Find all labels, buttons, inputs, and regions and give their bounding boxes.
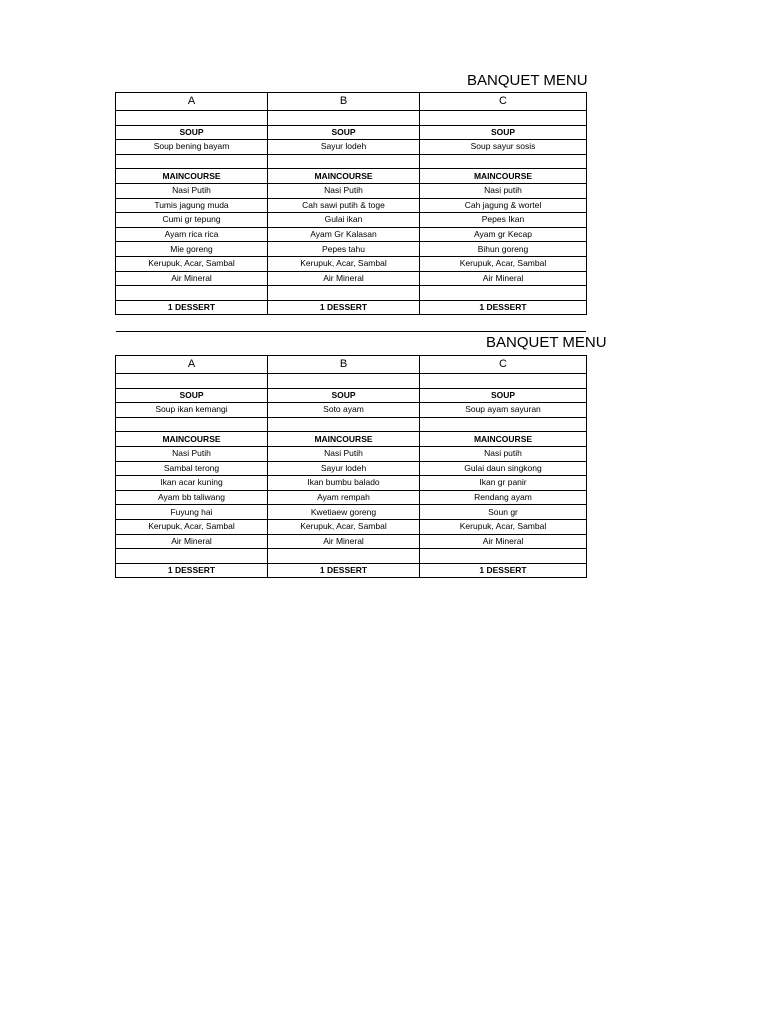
section-label: SOUP: [116, 388, 268, 403]
table-cell: Ikan bumbu balado: [268, 476, 420, 491]
blank-row: [116, 374, 587, 389]
blank-row: [116, 111, 587, 126]
table-row: [116, 446, 587, 461]
table-row: [116, 140, 587, 155]
table-cell: [268, 154, 420, 169]
table-row: [116, 403, 587, 418]
table-cell: Ayam rica rica: [116, 227, 268, 242]
table-cell: [420, 286, 587, 301]
table-cell: Kerupuk, Acar, Sambal: [116, 519, 268, 534]
table-cell: Pepes tahu: [268, 242, 420, 257]
table-row: [116, 198, 587, 213]
table-cell: Cah sawi putih & toge: [268, 198, 420, 213]
table-cell: Ayam gr Kecap: [420, 227, 587, 242]
table-cell: [268, 374, 420, 389]
dessert-row: [116, 300, 587, 315]
column-header: C: [420, 356, 587, 374]
table-cell: Gulai ikan: [268, 213, 420, 228]
table-cell: [116, 154, 268, 169]
section-label: SOUP: [116, 125, 268, 140]
table-cell: Kerupuk, Acar, Sambal: [420, 519, 587, 534]
table-cell: [420, 417, 587, 432]
table-row: [116, 461, 587, 476]
table-cell: Soto ayam: [268, 403, 420, 418]
table-row: [116, 476, 587, 491]
table-cell: Gulai daun singkong: [420, 461, 587, 476]
table-cell: Sayur lodeh: [268, 140, 420, 155]
column-header: B: [268, 356, 420, 374]
column-header: C: [420, 93, 587, 111]
table-row: [116, 534, 587, 549]
table-cell: Ayam rempah: [268, 490, 420, 505]
table-cell: Air Mineral: [268, 271, 420, 286]
table-cell: Air Mineral: [420, 534, 587, 549]
dessert-cell: 1 DESSERT: [420, 563, 587, 578]
section-label: MAINCOURSE: [420, 169, 587, 184]
table-cell: Air Mineral: [420, 271, 587, 286]
section-label: MAINCOURSE: [268, 169, 420, 184]
table-cell: Air Mineral: [268, 534, 420, 549]
table-cell: [420, 549, 587, 564]
blank-row: [116, 417, 587, 432]
table-cell: Nasi Putih: [268, 183, 420, 198]
table-cell: [116, 374, 268, 389]
table-header-row: [116, 356, 587, 374]
section-label: SOUP: [268, 125, 420, 140]
menu-title: BANQUET MENU: [486, 334, 607, 351]
table-cell: [420, 374, 587, 389]
table-cell: [268, 417, 420, 432]
table-cell: Tumis jagung muda: [116, 198, 268, 213]
dessert-cell: 1 DESSERT: [116, 563, 268, 578]
table-cell: Kwetiaew goreng: [268, 505, 420, 520]
table-cell: Mie goreng: [116, 242, 268, 257]
table-cell: [420, 154, 587, 169]
section-label-row: [116, 432, 587, 447]
section-label: MAINCOURSE: [420, 432, 587, 447]
section-label: SOUP: [268, 388, 420, 403]
table-cell: Fuyung hai: [116, 505, 268, 520]
section-divider: [116, 331, 586, 332]
table-cell: Ayam Gr Kalasan: [268, 227, 420, 242]
table-cell: Nasi Putih: [116, 446, 268, 461]
table-cell: Sambal terong: [116, 461, 268, 476]
table-cell: [268, 549, 420, 564]
table-cell: Soup bening bayam: [116, 140, 268, 155]
section-label-row: [116, 169, 587, 184]
table-cell: Air Mineral: [116, 271, 268, 286]
section-label: MAINCOURSE: [116, 169, 268, 184]
table-cell: Pepes Ikan: [420, 213, 587, 228]
table-cell: Soun gr: [420, 505, 587, 520]
table-cell: Kerupuk, Acar, Sambal: [116, 256, 268, 271]
blank-row: [116, 154, 587, 169]
table-row: [116, 213, 587, 228]
table-cell: Nasi putih: [420, 446, 587, 461]
dessert-cell: 1 DESSERT: [268, 563, 420, 578]
table-cell: Sayur lodeh: [268, 461, 420, 476]
blank-row: [116, 286, 587, 301]
table-row: [116, 490, 587, 505]
table-cell: Soup ikan kemangi: [116, 403, 268, 418]
table-row: [116, 227, 587, 242]
table-row: [116, 242, 587, 257]
table-cell: Ayam bb taliwang: [116, 490, 268, 505]
table-cell: Kerupuk, Acar, Sambal: [268, 519, 420, 534]
table-cell: Soup sayur sosis: [420, 140, 587, 155]
table-cell: [268, 111, 420, 126]
section-label: SOUP: [420, 125, 587, 140]
section-label-row: [116, 125, 587, 140]
menu-title: BANQUET MENU: [467, 72, 588, 89]
section-label: MAINCOURSE: [116, 432, 268, 447]
dessert-cell: 1 DESSERT: [116, 300, 268, 315]
column-header: B: [268, 93, 420, 111]
table-cell: Ikan gr panir: [420, 476, 587, 491]
table-header-row: [116, 93, 587, 111]
table-cell: [268, 286, 420, 301]
table-row: [116, 256, 587, 271]
dessert-cell: 1 DESSERT: [420, 300, 587, 315]
column-header: A: [116, 93, 268, 111]
table-cell: Kerupuk, Acar, Sambal: [420, 256, 587, 271]
table-row: [116, 183, 587, 198]
dessert-row: [116, 563, 587, 578]
table-cell: [116, 286, 268, 301]
blank-row: [116, 549, 587, 564]
table-cell: Nasi Putih: [116, 183, 268, 198]
menu-table: [115, 355, 587, 578]
table-cell: Rendang ayam: [420, 490, 587, 505]
table-row: [116, 505, 587, 520]
section-label: SOUP: [420, 388, 587, 403]
menu-table: [115, 92, 587, 315]
table-cell: [116, 417, 268, 432]
table-cell: Kerupuk, Acar, Sambal: [268, 256, 420, 271]
table-cell: Ikan acar kuning: [116, 476, 268, 491]
table-cell: Soup ayam sayuran: [420, 403, 587, 418]
table-cell: [116, 111, 268, 126]
table-cell: Nasi Putih: [268, 446, 420, 461]
table-cell: [116, 549, 268, 564]
section-label: MAINCOURSE: [268, 432, 420, 447]
table-cell: Air Mineral: [116, 534, 268, 549]
section-label-row: [116, 388, 587, 403]
column-header: A: [116, 356, 268, 374]
table-cell: Bihun goreng: [420, 242, 587, 257]
table-cell: [420, 111, 587, 126]
table-cell: Cah jagung & wortel: [420, 198, 587, 213]
table-row: [116, 271, 587, 286]
dessert-cell: 1 DESSERT: [268, 300, 420, 315]
table-row: [116, 519, 587, 534]
table-cell: Cumi gr tepung: [116, 213, 268, 228]
table-cell: Nasi putih: [420, 183, 587, 198]
